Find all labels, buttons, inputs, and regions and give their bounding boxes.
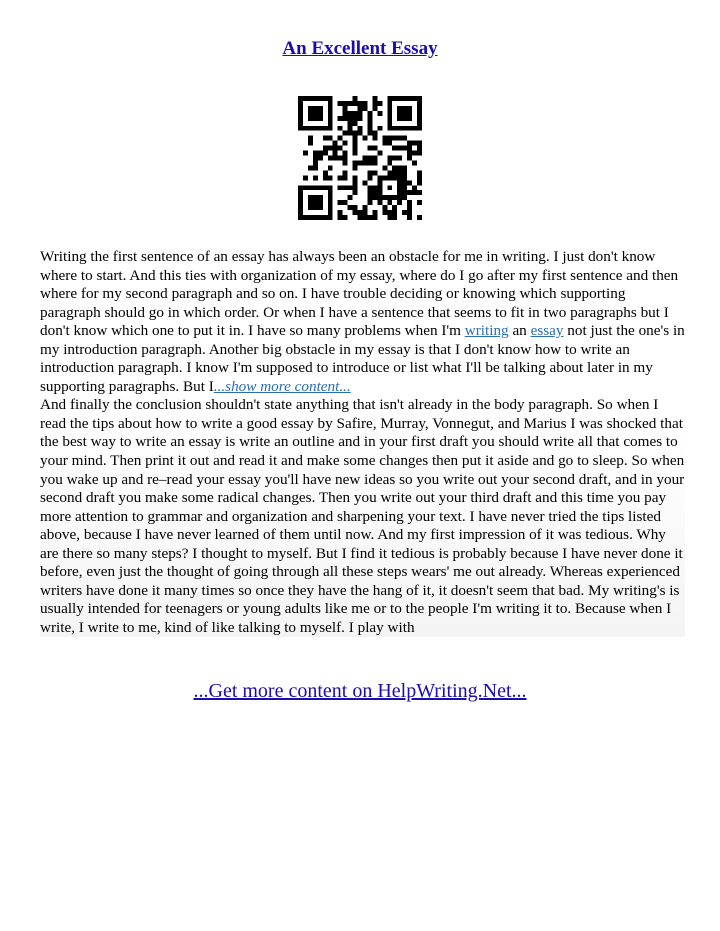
document-title-link[interactable]: An Excellent Essay bbox=[282, 38, 438, 59]
qr-code-icon bbox=[298, 96, 422, 220]
essay-link[interactable]: essay bbox=[530, 322, 564, 340]
paragraph-1-text-b: an bbox=[508, 322, 531, 340]
more-content-container bbox=[0, 680, 720, 703]
show-more-content-link[interactable]: ...show more content... bbox=[213, 377, 351, 395]
essay-body bbox=[40, 248, 685, 637]
essay-paragraph-1 bbox=[40, 248, 685, 396]
paragraph-1-text-c: not just the one's in my introduction paragraph. Another big obstacle in my essay is that I don't know how to write an introduction paragraph. I know I'm supposed to introduce or list what I'll be talking about later in my supporting paragraphs. But I bbox=[40, 322, 685, 395]
paragraph-1-text-a: Writing the first sentence of an essay has always been an obstacle for me in writing. I just don't know where to start. And this ties with organization of my essay, where do I go after my first sentence and then where for my second paragraph and so on. I have trouble deciding or knowing which supporting paragraph should go in which order. Or when I have a sentence that seems to fit in two paragraphs but I don't know which one to put it in. I have so many problems when I'm bbox=[40, 248, 679, 340]
essay-paragraph-2: And finally the conclusion shouldn't state anything that isn't already in the body paragraph. So when I read the tips about how to write a good essay by Safire, Murray, Vonnegut, and Marius I was shocked that the best way to write an essay is write an outline and in your first draft you should write all that comes to your mind. Then print it out and read it and make some changes then put it aside and go to sleep. So when you wake up and re–read your essay you'll have new ideas so you write out your second draft, and in your second draft you make some radical changes. Then you write out your third draft and this time you pay more attention to grammar and organization and sharpening your text. I have never tried the tips listed above, because I have never learned of them until now. And my first impression of it was tedious. Why are there so many steps? I thought to myself. But I find it tedious is probably because I have never done it before, even just the thought of going through all these steps wears' me out already. Whereas experienced writers have done it many times so once they have the hang of it, it doesn't seem that bad. My writing's is usually intended for teenagers or young adults like me or to the people I'm writing it to. Because when I write, I write to me, kind of like talking to myself. I play with bbox=[40, 396, 685, 636]
get-more-content-link[interactable]: ...Get more content on HelpWriting.Net... bbox=[193, 680, 527, 702]
title-container bbox=[0, 38, 720, 60]
writing-link[interactable]: writing bbox=[464, 322, 509, 340]
